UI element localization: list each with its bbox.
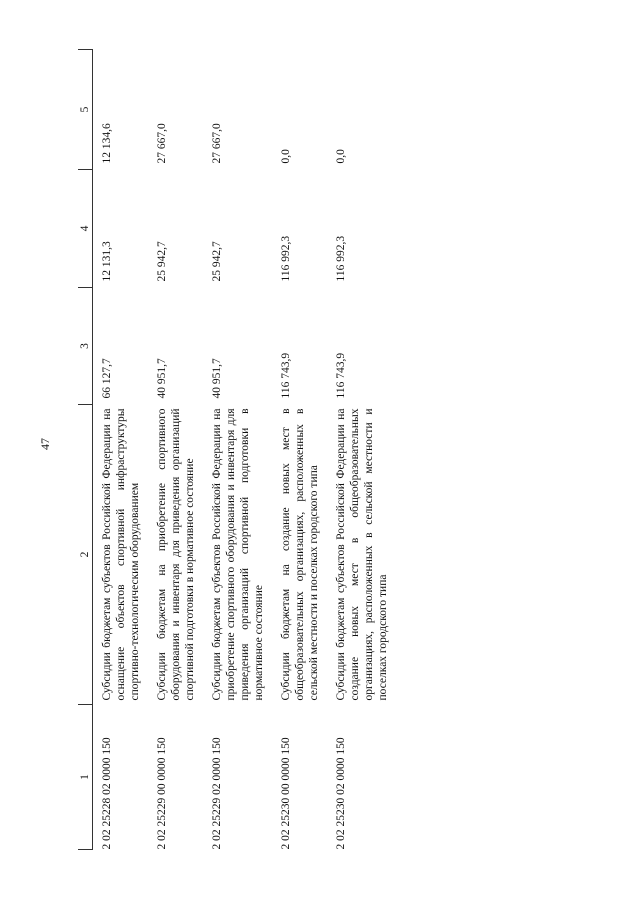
row-code: 2 02 25229 00 0000 150 [156,737,169,850]
table-row [272,50,327,850]
column-header-4: 4 [78,170,93,288]
column-number-row [78,50,93,850]
row-code: 2 02 25230 02 0000 150 [335,737,348,850]
table-row [327,50,396,850]
row-description: Субсидии бюджетам субъектов Российской Федерации на приобретение спортивного оборудования и инвентаря для приведения организаций спортивной подготовки в нормативное состояние [211,408,266,701]
table-row [93,50,149,850]
document-table-wrapper [78,50,565,850]
row-value-col4: 12 131,3 [101,241,114,282]
row-value-col4: 116 992,3 [335,235,348,282]
row-value-col3: 116 743,9 [280,352,293,399]
row-value-col5: 12 134,6 [101,123,114,164]
row-value-col4: 116 992,3 [280,235,293,282]
row-value-col3: 40 951,7 [211,358,224,399]
row-description: Субсидии бюджетам субъектов Российской Федерации на создание новых мест в общеобразовательных организациях, расположенных в сельской местности и поселках городского типа [335,408,390,701]
column-header-2: 2 [78,405,93,705]
column-header-1: 1 [78,705,93,850]
page-number: 47 [38,438,52,450]
table-row [148,50,203,850]
row-value-col4: 25 942,7 [156,241,169,282]
row-code: 2 02 25229 02 0000 150 [211,737,224,850]
row-description: Субсидии бюджетам на приобретение спортивного оборудования и инвентаря для приведения организаций спортивной подготовки в нормативное состояние [156,408,197,701]
row-value-col4: 25 942,7 [211,241,224,282]
row-value-col3: 116 743,9 [335,352,348,399]
row-description: Субсидии бюджетам на создание новых мест в общеобразовательных организациях, расположенных в сельской местности и поселках городского типа [280,408,321,701]
column-header-3: 3 [78,288,93,405]
budget-table [78,49,396,850]
row-value-col5: 0,0 [335,149,348,164]
row-value-col3: 40 951,7 [156,358,169,399]
row-value-col5: 0,0 [280,149,293,164]
column-header-5: 5 [78,50,93,170]
table-row [203,50,272,850]
row-value-col5: 27 667,0 [211,123,224,164]
row-code: 2 02 25228 02 0000 150 [101,737,114,850]
row-code: 2 02 25230 00 0000 150 [280,737,293,850]
row-value-col5: 27 667,0 [156,123,169,164]
row-description: Субсидии бюджетам субъектов Российской Федерации на оснащение объектов спортивной инфраструктуры спортивно-технологическим оборудованием [101,408,142,701]
row-value-col3: 66 127,7 [101,358,114,399]
